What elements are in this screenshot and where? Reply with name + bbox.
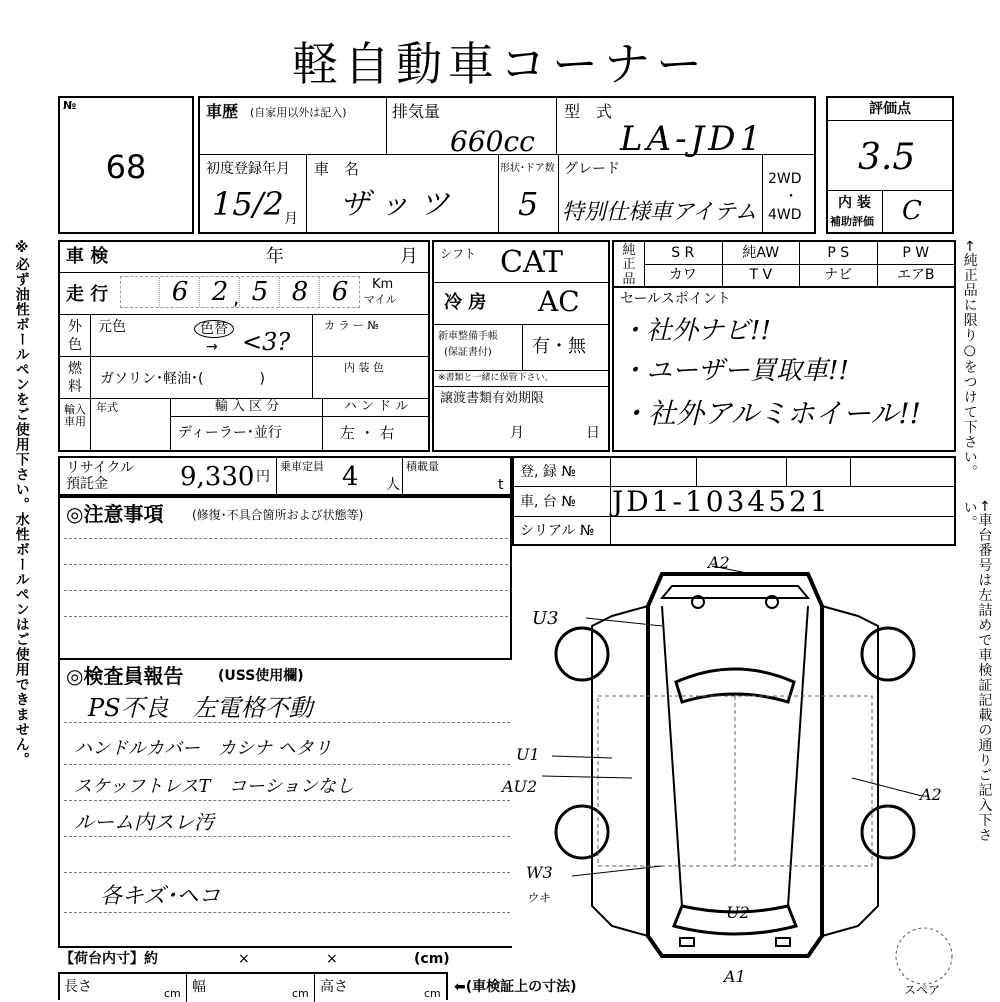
- recycle-label-2: 預託金: [66, 476, 108, 492]
- inspector-line-4: ルーム内スレ汚: [74, 810, 214, 834]
- odometer-digit: 2: [199, 277, 240, 307]
- doors-label: 形状･ドア数: [500, 163, 555, 174]
- import-year-label: 年式: [96, 401, 118, 414]
- genuine-cell: ナビ: [799, 264, 877, 286]
- mileage-unit-km: Km: [372, 277, 394, 292]
- import-label: 輸入車用: [64, 403, 86, 429]
- history-note: (自家用以外は記入): [250, 106, 347, 119]
- inspector-line-3: スケッフトレスT コーションなし: [74, 776, 354, 797]
- genuine-cell: S R: [671, 245, 695, 261]
- cargo-length: 長さ: [64, 979, 92, 995]
- lot-no-value: 68: [105, 148, 147, 186]
- cargo-note: ⬅(車検証上の寸法): [454, 979, 577, 995]
- interior-label-1: 内 装: [838, 195, 871, 211]
- interior-label-2: 補助評価: [830, 215, 874, 228]
- fuel-options: ガソリン･軽油･( ): [100, 371, 265, 387]
- inspector-line-2: ハンドルカバー カシナ ヘタリ: [74, 738, 332, 759]
- shift-value: CAT: [500, 245, 563, 280]
- odometer-digit: 8: [279, 277, 320, 307]
- capacity-unit: 人: [386, 477, 400, 493]
- drive-4wd: 4WD: [768, 207, 802, 223]
- drive-dot: ・: [784, 189, 798, 205]
- cargo-width: 幅: [192, 979, 206, 995]
- page-title: 軽自動車コーナー: [292, 37, 708, 91]
- grade-value: 特別仕様車アイテム: [562, 200, 757, 225]
- cargo-label: 【荷台内寸】約: [60, 951, 158, 967]
- lot-number-box: [58, 96, 194, 234]
- mark-a2-right: A2: [920, 785, 942, 804]
- model-label: 型 式: [564, 102, 613, 121]
- mark-wa: ウキ: [526, 891, 551, 905]
- import-class-value: ディーラー･並行: [178, 425, 282, 441]
- inspection-label: 車 検: [66, 246, 109, 267]
- inspector-sub: (USS使用欄): [218, 668, 304, 684]
- car-name-value: ザッツ: [340, 187, 460, 222]
- notes-sub: (修復･不具合箇所および状態等): [192, 508, 364, 522]
- warranty-label-2: (保証書付): [444, 347, 492, 358]
- score-box: [826, 96, 954, 234]
- cargo-x2: ×: [326, 951, 338, 967]
- shift-block: [432, 240, 610, 452]
- doc-expiry-day: 日: [586, 425, 600, 441]
- notes-box: [58, 496, 512, 660]
- first-reg-month: 月: [284, 211, 298, 227]
- odometer-digit: 6: [159, 277, 200, 307]
- mark-a2-top: A2: [708, 553, 730, 572]
- load-label: 積載量: [406, 460, 439, 473]
- history-label: 車歴: [206, 102, 239, 121]
- warranty-note: ※書類と一緒に保管下さい。: [438, 373, 554, 383]
- inspection-month: 月: [400, 246, 418, 267]
- side-note-left: ※必ず油性ボールペンをご使用下さい。水性ボールペンはご使用できません。: [13, 240, 30, 767]
- cargo-unit-1: cm: [164, 987, 181, 1000]
- chassis-no-value: JD1-1034521: [612, 485, 831, 518]
- vehicle-diagram: [502, 546, 956, 1000]
- first-reg-label: 初度登録年月: [206, 161, 290, 177]
- inspector-line-1: PS不良 左電格不動: [88, 694, 313, 722]
- genuine-label: 純正品: [622, 243, 636, 287]
- score-label: 評価点: [869, 101, 911, 117]
- mark-u2: U2: [726, 903, 750, 922]
- mark-w3: W3: [526, 863, 553, 882]
- ext-color-arrow: →: [206, 339, 218, 355]
- genuine-cell: T V: [722, 264, 800, 286]
- mark-a1: A1: [724, 967, 746, 986]
- doors-value: 5: [518, 185, 539, 223]
- ext-color-orig: 元色: [98, 319, 126, 335]
- cargo-cm: (cm): [414, 951, 450, 967]
- sales-point-3: ・社外アルミホイール!!: [620, 397, 921, 430]
- mark-au2: AU2: [502, 777, 538, 796]
- cargo-height: 高さ: [320, 979, 348, 995]
- sales-point-2: ・ユーザー買取車!!: [620, 356, 849, 386]
- mileage-label: 走 行: [66, 284, 109, 305]
- side-note-right-1: ←純正品に限り○をつけて下さい。: [961, 240, 978, 480]
- interior-value: C: [902, 196, 922, 226]
- car-name-label: 車 名: [314, 160, 360, 178]
- side-note-right-2: ←車台番号は左詰めで車検証記載の通りご記入下さい。: [961, 500, 993, 843]
- genuine-cell: P W: [877, 242, 955, 264]
- load-unit: t: [498, 477, 504, 493]
- genuine-parts-table: [612, 240, 956, 288]
- inspection-block: [58, 240, 430, 452]
- genuine-cell: P S: [799, 242, 877, 264]
- cargo-unit-2: cm: [292, 987, 309, 1000]
- registration-box: [512, 456, 956, 546]
- doc-expiry-label: 譲渡書類有効期限: [440, 391, 545, 406]
- mark-u3: U3: [532, 608, 559, 629]
- mark-u1: U1: [516, 745, 540, 764]
- fuel-label-1: 燃: [68, 361, 82, 377]
- spare-label: スペア: [904, 983, 941, 997]
- sales-label: セールスポイント: [620, 291, 731, 307]
- vehicle-info-box: [198, 96, 816, 234]
- sales-point-1: ・社外ナビ!!: [620, 316, 771, 346]
- doc-expiry-month: 月: [510, 425, 524, 441]
- mileage-unit-mile: マイル: [364, 293, 397, 306]
- lot-no-label: №: [63, 99, 77, 112]
- warranty-label-1: 新車整備手帳: [438, 331, 498, 342]
- odometer: [120, 276, 360, 308]
- cargo-table: [58, 972, 448, 1000]
- color-no-label: カ ラ ー №: [324, 319, 379, 332]
- drive-2wd: 2WD: [768, 171, 802, 187]
- genuine-cell: カワ: [668, 267, 697, 283]
- inspector-label: ◎検査員報告: [66, 664, 184, 688]
- model-value: LA-JD1: [620, 119, 766, 159]
- notes-label: ◎注意事項: [66, 502, 164, 526]
- handle-label: ハ ン ド ル: [343, 399, 409, 414]
- inspection-year: 年: [266, 246, 284, 267]
- ext-color-value: <3?: [242, 328, 291, 356]
- inspector-box: [58, 660, 512, 946]
- score-value: 3.5: [858, 137, 916, 178]
- cargo-x1: ×: [238, 951, 250, 967]
- recycle-value: 9,330: [180, 462, 255, 492]
- genuine-cell: エアB: [877, 264, 955, 286]
- displacement-value: 660cc: [450, 125, 535, 158]
- capacity-label: 乗車定員: [280, 460, 324, 473]
- recycle-unit: 円: [256, 469, 270, 485]
- fuel-label-2: 料: [68, 379, 82, 395]
- inspector-line-6: 各キズ･ヘコ: [100, 884, 221, 909]
- odometer-digit: 5: [239, 277, 280, 307]
- grade-label: グレード: [564, 161, 620, 177]
- cargo-unit-3: cm: [424, 987, 441, 1000]
- handle-value: 左 ・ 右: [340, 424, 395, 442]
- ext-color-changed: 色替: [194, 320, 234, 338]
- ac-value: AC: [538, 285, 580, 318]
- reg-no-label: 登, 録 №: [520, 464, 576, 480]
- odometer-digit: 6: [319, 277, 360, 307]
- ext-color-label-2: 色: [68, 337, 82, 353]
- recycle-label-1: リサイクル: [66, 460, 135, 476]
- odometer-separator: ,: [233, 285, 240, 309]
- ac-label: 冷 房: [444, 292, 487, 313]
- ext-color-label-1: 外: [68, 319, 82, 335]
- import-class-label: 輸 入 区 分: [214, 399, 280, 414]
- warranty-value: 有・無: [532, 336, 586, 357]
- recycle-row: [58, 456, 512, 496]
- capacity-value: 4: [342, 462, 359, 492]
- sales-points-box: [612, 288, 956, 452]
- interior-color-label: 内 装 色: [344, 361, 384, 374]
- first-reg-value: 15/2: [212, 185, 284, 223]
- chassis-no-label: 車, 台 №: [520, 494, 576, 510]
- shift-label: シフト: [440, 247, 477, 261]
- displacement-label: 排気量: [392, 102, 441, 121]
- genuine-cell: 純AW: [722, 242, 800, 264]
- serial-no-label: シリアル №: [520, 523, 595, 539]
